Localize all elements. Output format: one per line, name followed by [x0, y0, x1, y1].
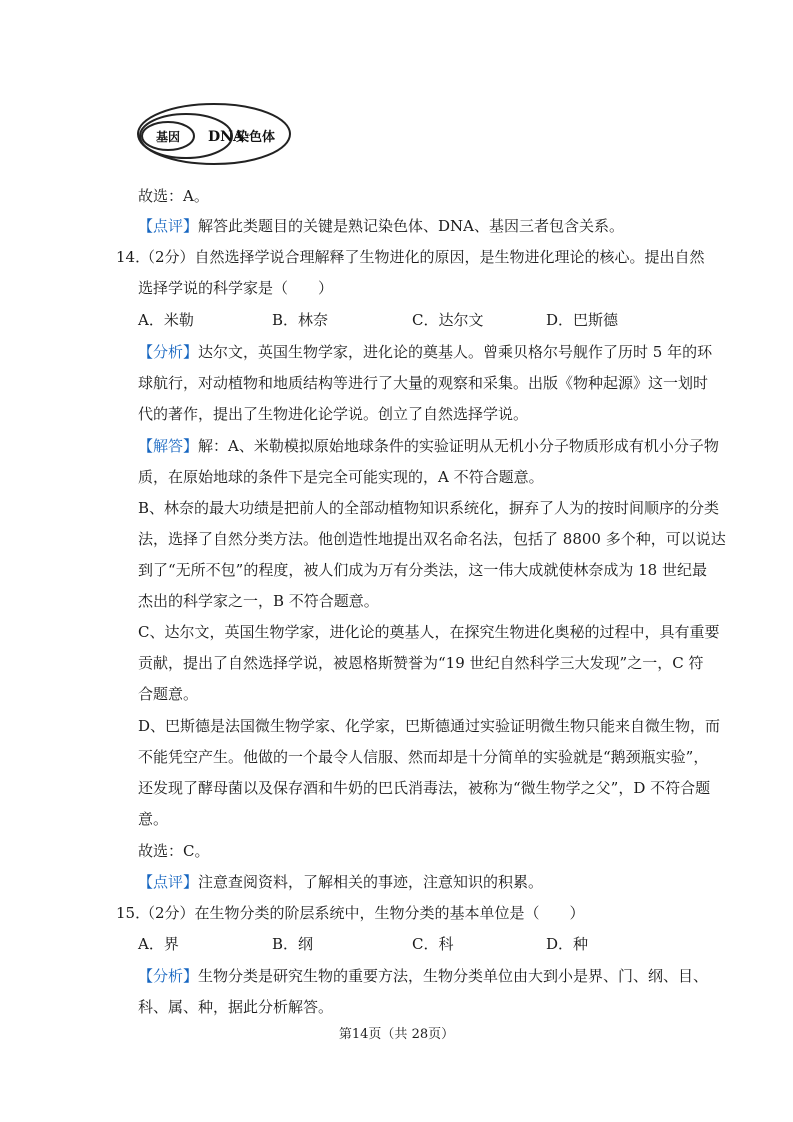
q14-comment — [138, 872, 543, 892]
page-footer: 第14页（共 28页） — [338, 1027, 455, 1042]
q14-option-c: C．达尔文 — [412, 311, 484, 329]
q14-solution-c3: 合题意。 — [138, 685, 199, 703]
diagram-middle-label: DNA — [208, 129, 244, 145]
q14-solution-b1: B、林奈的最大功绩是把前人的全部动植物知识系统化，摒弃了人为的按时间顺序的分类 — [138, 499, 720, 517]
q14-solution-b3: 到了“无所不包”的程度，被人们成为万有分类法，这一伟大成就使林奈成为 18 世纪最 — [138, 561, 707, 579]
q15-option-d: D．种 — [546, 935, 589, 953]
question-14-stem-line2: 选择学说的科学家是（ ） — [138, 279, 334, 297]
q14-answer: 故选：C。 — [138, 842, 210, 860]
q14-solution-a1 — [138, 436, 719, 456]
analysis-tag: 【分析】 — [138, 343, 199, 361]
q14-option-d: D．巴斯德 — [546, 311, 619, 329]
q14-solution-b4: 杰出的科学家之一，B 不符合题意。 — [138, 592, 379, 610]
comment-text: 注意查阅资料，了解相关的事迹，注意知识的积累。 — [198, 873, 544, 891]
question-15-number: 15． — [116, 904, 151, 922]
q15-option-b: B．纲 — [272, 935, 314, 953]
analysis-tag: 【分析】 — [138, 967, 199, 985]
q14-option-a: A．米勒 — [138, 311, 194, 329]
analysis-text: 生物分类是研究生物的重要方法，生物分类单位由大到小是界、门、纲、目、 — [198, 967, 709, 985]
q15-option-a: A．界 — [138, 935, 179, 953]
q14-solution-a2: 质，在原始地球的条件下是完全可能实现的，A 不符合题意。 — [138, 468, 544, 486]
q14-analysis-line3: 代的著作，提出了生物进化论学说。创立了自然选择学说。 — [138, 405, 529, 423]
q14-solution-d2: 不能凭空产生。他做的一个最令人信服、然而却是十分简单的实验就是“鹅颈瓶实验”， — [138, 748, 709, 766]
q14-solution-d1: D、巴斯德是法国微生物学家、化学家，巴斯德通过实验证明微生物只能来自微生物，而 — [138, 717, 721, 735]
q15-analysis-line2: 科、属、种，据此分析解答。 — [138, 998, 334, 1016]
q13-comment — [138, 216, 624, 236]
diagram-inner-label: 基因 — [156, 130, 181, 144]
q15-option-c: C．科 — [412, 935, 454, 953]
q14-option-b: B．林奈 — [272, 311, 329, 329]
comment-text: 解答此类题目的关键是熟记染色体、DNA、基因三者包含关系。 — [198, 217, 625, 235]
q14-solution-b2: 法，选择了自然分类方法。他创造性地提出双名命名法，包括了 8800 多个种，可以说达 — [138, 530, 726, 548]
question-15-stem-line1: （2分）在生物分类的阶层系统中，生物分类的基本单位是（ ） — [140, 904, 585, 922]
q14-solution-c2: 贡献，提出了自然选择学说，被恩格斯赞誉为“19 世纪自然科学三大发现”之一，C 符 — [138, 654, 704, 672]
analysis-text: 达尔文，英国生物学家，进化论的奠基人。曾乘贝格尔号舰作了历时 5 年的环 — [198, 343, 713, 361]
q14-solution-d4: 意。 — [138, 810, 169, 828]
question-14-number: 14． — [116, 248, 151, 266]
solution-tag: 【解答】 — [138, 437, 199, 455]
diagram-outer-label: 染色体 — [236, 130, 276, 145]
question-14-stem-line1: （2分）自然选择学说合理解释了生物进化的原因，是生物进化理论的核心。提出自然 — [140, 248, 705, 266]
q14-analysis-line2: 球航行，对动植物和地质结构等进行了大量的观察和采集。出版《物种起源》这一划时 — [138, 374, 709, 392]
nested-concepts-diagram — [136, 100, 296, 168]
q14-analysis-line1 — [138, 342, 712, 362]
q13-answer: 故选：A。 — [138, 187, 209, 205]
q14-solution-c1: C、达尔文，英国生物学家，进化论的奠基人，在探究生物进化奥秘的过程中，具有重要 — [138, 623, 720, 641]
comment-tag: 【点评】 — [138, 217, 199, 235]
q14-solution-d3: 还发现了酵母菌以及保存酒和牛奶的巴氏消毒法，被称为“微生物学之父”，D 不符合题 — [138, 779, 711, 797]
q15-analysis-line1 — [138, 966, 708, 986]
solution-text: 解：A、米勒模拟原始地球条件的实验证明从无机小分子物质形成有机小分子物 — [198, 437, 719, 455]
comment-tag: 【点评】 — [138, 873, 199, 891]
